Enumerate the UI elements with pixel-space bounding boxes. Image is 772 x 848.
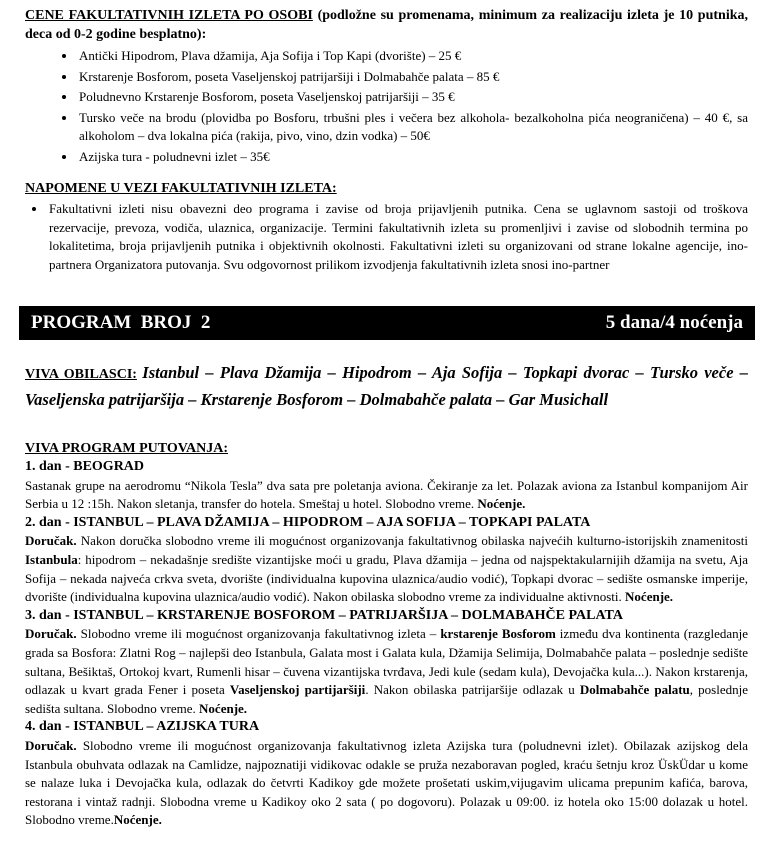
- program-banner: [19, 306, 755, 340]
- program-heading: [25, 439, 748, 458]
- price-item-halfday-cruise: • Poludnevno Krstarenje Bosforom, poseta Vaseljenskoj patrijaršiji – 35 €: [77, 88, 748, 107]
- price-item-turkish-night: • Tursko veče na brodu (plovidba po Bosforu, trbušni ples i večera bez alkohola- bezalkoholna pića neograničena) – 40 €, sa alkoholom – dva lokalna pića (rakija, pivo, vino, dzin vodka) – 50€: [77, 109, 748, 146]
- day-2-section: [25, 514, 748, 607]
- prices-heading-note: (podložne su promenama, minimum za realizaciju izleta je 10 putnika, deca od 0-2 godine besplatno):: [25, 8, 748, 42]
- tour-overview: [25, 360, 748, 413]
- day-4-description: Doručak. Slobodno vreme ili mogućnost organizovanja fakultativnog izleta Azijska tura (poludnevni izlet). Obilazak azijskog dela Istanbula obuhvata odlazak na Camlidze, najpoznatiji vidikovac odakle se pruža nezaboravan pogled, kraću šetnju kroz ÜskÜdar u kome se nalaze luka i Devojačka kula, odlazak do četvrti Kadikoy gde možete prošetati uskim,vijugavim ulicama prepunim kafića, barova, restorana i vintaž radnji. Slobodna vreme u Kadikoy oko 2 sata ( po dogovoru). Polazak u 09:00. iz hotela oko 15:00 dolazak u hotel. Slobodno vreme.Noćenje.: [25, 737, 748, 828]
- day-3-description: Doručak. Slobodno vreme ili mogućnost organizovanja fakultativnog izleta – krstarenje Bosforom između dva kontinenta (razgledanje grada sa Bosfora: Zlatni Rog – najlepši deo Istanbula, Galata most i Galata kula, Džamija Selimija, Dolmabahče palata – poslednje sedište sultana, Bešiktaš, Ortokoj kvart, Rumenli hisar – čuvena vizantijska tvrđava, Jedi kule (sedam kula), Devojačka kula...). Nakon krstarenja, odlazak u kvart grada Fener i poseta Vaseljenskoj partijaršiji. Nakon obilaska patrijaršije odlazak u Dolmabahče palatu, poslednje sedišta sultana. Slobodno vreme. Noćenje.: [25, 626, 748, 716]
- note-item: • Fakultativni izleti nisu obavezni deo programa i zavise od broja prijavljenih putnika. Cena se uglavnom sastoji od troškova rezervacije, prevoza, vodiča, ulaznica, organizacije. Termini fakultativnih izleta su promenljivi i zavise od slobodnih termina po lokalitetima, broja prijavljenih putnika i objektivnih okolnosti. Fakultativni izleti su organizovani od strane lokalne agencije, ino-partnera Organizatora putovanja. Svu odgovornost prilikom izvodjenja fakultativnih izleta snosi ino-partner: [47, 200, 748, 274]
- day-3-title: 3. dan - ISTANBUL – KRSTARENJE BOSFOROM – PATRIJARŠIJA – DOLMABAHČE PALATA: [25, 607, 623, 623]
- notes-heading: [25, 179, 748, 198]
- program-heading-text: VIVA PROGRAM PUTOVANJA:: [25, 441, 229, 456]
- day-1-title: 1. dan - BEOGRAD: [25, 459, 145, 474]
- notes-heading-text: NAPOMENE U VEZI FAKULTATIVNIH IZLETA:: [25, 181, 337, 196]
- prices-heading: [25, 6, 748, 44]
- day-1-description: Sastanak grupe na aerodromu “Nikola Tesla” dva sata pre poletanja aviona. Čekiranje za let. Polazak aviona za Istanbul kompanijom Air Serbia u 12 :15h. Nakon sletanja, transfer do hotela. Smeštaj u hotel. Slobodno vreme. Noćenje.: [25, 477, 748, 512]
- tour-overview-route: Istanbul – Plava Džamija – Hipodrom – Aja Sofija – Topkapi dvorac – Tursko veče – Vaseljenska patrijaršija – Krstarenje Bosforom – Dolmabahče palata – Gar Musichall: [25, 363, 748, 409]
- program-banner-title: PROGRAM BROJ 2: [31, 312, 211, 333]
- day-2-description: Doručak. Nakon doručka slobodno vreme ili mogućnost organizovanja fakultativnog obilaska najvećih kulturno-istorijskih znamenitosti Istanbula: hipodrom – nekadašnje središte vizantijske moći u gradu, Plava džamija – jedna od najspektakularnijih džamija na svetu, Aja Sofija – nekada najveća crkva sveta, dvorište (individualna kupovina ulaznica/audio vodić), Topkapi dvorac – sedište osmanske imperije, dvorište (individualna kupovina ulaznica/audio vodić). Nakon obilaska slobodno vreme za individualne aktivnosti. Noćenje.: [25, 533, 748, 605]
- price-item-antique-tour: • Antički Hipodrom, Plava džamija, Aja Sofija i Top Kapi (dvorište) – 25 €: [77, 47, 748, 66]
- prices-heading-title: CENE FAKULTATIVNIH IZLETA PO OSOBI: [25, 8, 313, 23]
- day-4-title: 4. dan - ISTANBUL – AZIJSKA TURA: [25, 719, 260, 735]
- program-banner-duration: 5 dana/4 noćenja: [605, 312, 743, 333]
- day-4-section: [25, 718, 748, 830]
- day-3-section: [25, 607, 748, 719]
- prices-list: [59, 47, 748, 166]
- tour-overview-label: VIVA OBILASCI:: [25, 367, 137, 382]
- day-2-title: 2. dan - ISTANBUL – PLAVA DŽAMIJA – HIPODROM – AJA SOFIJA – TOPKAPI PALATA: [25, 514, 591, 530]
- price-item-asian-tour: • Azijska tura - poludnevni izlet – 35€: [77, 148, 748, 167]
- day-1-section: [25, 458, 748, 514]
- price-item-bosphorus-cruise: • Krstarenje Bosforom, poseta Vaseljenskoj patrijaršiji i Dolmabahče palata – 85 €: [77, 68, 748, 87]
- notes-list: [25, 200, 748, 274]
